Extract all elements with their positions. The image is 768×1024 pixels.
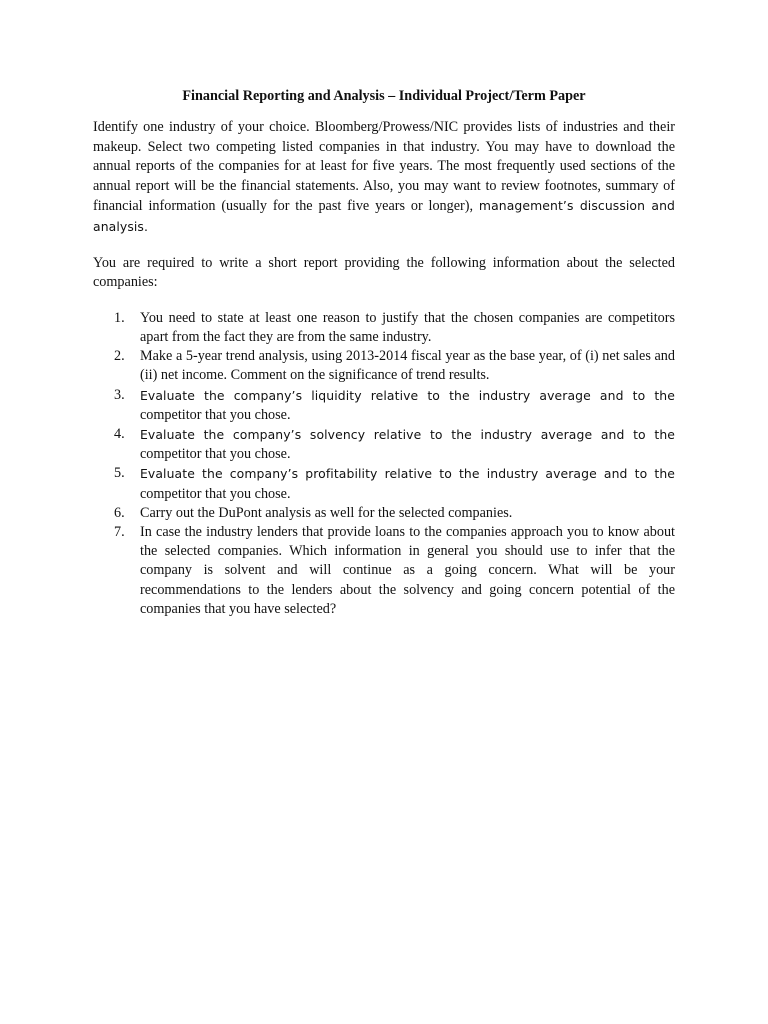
list-item-text-continued: competitor that you chose. (140, 485, 291, 502)
list-item (93, 386, 675, 425)
intro-paragraph (93, 118, 675, 238)
list-item-text: Make a 5-year trend analysis, using 2013-2014 fiscal year as the base year, of (i) net sales and (ii) net income. Comment on the significance of trend results. (140, 348, 675, 384)
list-item-number: 4. (114, 425, 125, 442)
intro-tail-text: management’s discussion and analysis. (93, 198, 676, 234)
document-title: Financial Reporting and Analysis – Individual Project/Term Paper (182, 88, 586, 104)
list-item-number: 1. (114, 309, 125, 326)
requirements-list (93, 309, 675, 619)
list-item (93, 523, 675, 619)
list-item-text: Carry out the DuPont analysis as well for the selected companies. (140, 504, 513, 521)
list-item-text: Evaluate the company’s liquidity relative to the industry average and to the (140, 387, 675, 403)
list-item-number: 6. (114, 504, 125, 521)
list-item-text: In case the industry lenders that provide loans to the companies approach you to know about the selected companies. Which information in general you should use to infer that the company is solvent and will continue as a going concern. What will be your recommendations to the lenders about the solvency and going concern potential of the companies that you have selected? (140, 523, 675, 617)
list-item-text-continued: competitor that you chose. (140, 406, 291, 423)
list-item (93, 347, 675, 385)
list-item-number: 3. (114, 386, 125, 403)
list-item-number: 5. (114, 465, 125, 482)
list-item-text: Evaluate the company’s profitability relative to the industry average and to the (140, 466, 675, 482)
list-item (93, 504, 675, 523)
list-item-number: 2. (114, 348, 125, 365)
intro-main-text: Identify one industry of your choice. Bloomberg/Prowess/NIC provides lists of industries and their makeup. Select two competing listed companies in that industry. You may have to download the annual reports of the companies for at least for five years. The most frequently used sections of the annual report will be the financial statements. Also, you may want to review footnotes, summary of financial information (usually for the past five years or longer), (93, 119, 675, 215)
list-item-text: Evaluate the company’s solvency relative to the industry average and to the (140, 426, 675, 442)
list-item (93, 464, 675, 503)
list-item-number: 7. (114, 523, 125, 540)
list-item (93, 425, 675, 464)
list-item (93, 309, 675, 347)
requirement-paragraph: You are required to write a short report providing the following information about the selected companies: (93, 254, 675, 291)
document-page (93, 86, 675, 619)
list-item-text: You need to state at least one reason to justify that the chosen companies are competitors apart from the fact they are from the same industry. (140, 309, 675, 345)
list-item-text-continued: competitor that you chose. (140, 446, 291, 463)
